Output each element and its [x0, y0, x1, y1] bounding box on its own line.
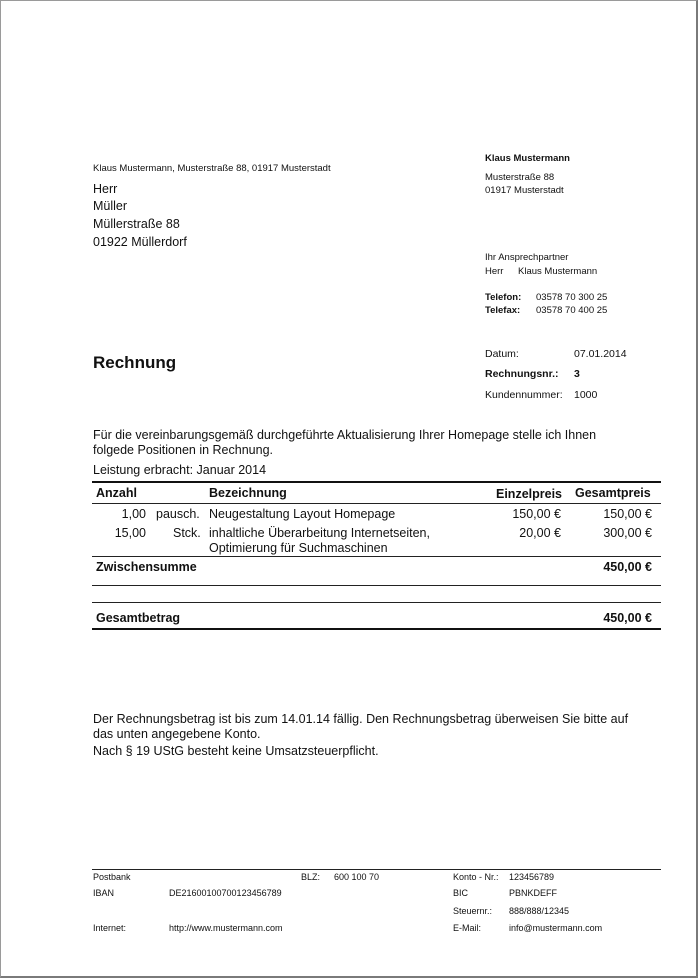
header-total: Gesamtpreis	[575, 486, 651, 500]
subtotal-label: Zwischensumme	[96, 560, 197, 574]
footer-internet-label: Internet:	[93, 923, 127, 933]
fax-label: Telefax:	[485, 305, 521, 316]
recipient-salutation: Herr	[93, 182, 118, 196]
row2-description: inhaltliche Überarbeitung Internetseiten,	[209, 526, 430, 540]
invoice-number-label: Rechnungsnr.:	[485, 368, 559, 380]
footer-tax: 888/888/12345	[509, 906, 570, 916]
footer-blz-label: BLZ:	[301, 872, 321, 882]
footer-rule	[92, 869, 661, 870]
footer-account-label: Konto - Nr.:	[453, 872, 499, 882]
fax-number: 03578 70 400 25	[536, 305, 608, 316]
service-period: Leistung erbracht: Januar 2014	[93, 463, 267, 477]
grand-total-label: Gesamtbetrag	[96, 611, 181, 625]
grand-total-value: 450,00 €	[603, 611, 652, 625]
grand-total-bottom-rule	[92, 628, 661, 630]
phone-number: 03578 70 300 25	[536, 292, 608, 303]
footer-email-label: E-Mail:	[453, 923, 482, 933]
footer-email: info@mustermann.com	[509, 923, 603, 933]
recipient-city: 01922 Müllerdorf	[93, 235, 187, 249]
grand-total-top-rule	[92, 602, 661, 603]
header-description: Bezeichnung	[209, 486, 287, 500]
closing-line-2: das unten angegebene Konto.	[93, 727, 261, 741]
closing-line-1: Der Rechnungsbetrag ist bis zum 14.01.14 fällig. Den Rechnungsbetrag überweisen Sie bitte auf	[93, 712, 629, 726]
row1-description: Neugestaltung Layout Homepage	[209, 507, 396, 521]
subtotal-bottom-rule	[92, 585, 661, 586]
intro-line-2: folgede Positionen in Rechnung.	[93, 443, 273, 457]
footer-blz: 600 100 70	[334, 872, 380, 882]
phone-label: Telefon:	[485, 292, 522, 303]
company-street: Musterstraße 88	[485, 172, 555, 183]
header-unit-price: Einzelpreis	[496, 487, 562, 501]
row2-description-cont: Optimierung für Suchmaschinen	[209, 541, 388, 555]
customer-number-value: 1000	[574, 389, 598, 401]
footer-iban: DE21600100700123456789	[169, 888, 282, 898]
row1-unit: pausch.	[156, 507, 200, 521]
invoice-number-value: 3	[574, 368, 580, 380]
company-name: Klaus Mustermann	[485, 153, 570, 164]
recipient-street: Müllerstraße 88	[93, 217, 180, 231]
document-title: Rechnung	[93, 353, 177, 372]
row1-qty: 1,00	[121, 507, 146, 521]
contact-name: Klaus Mustermann	[518, 266, 598, 277]
footer-tax-label: Steuernr.:	[453, 906, 493, 916]
row1-unit-price: 150,00 €	[512, 507, 561, 521]
row1-total: 150,00 €	[603, 507, 652, 521]
row2-total: 300,00 €	[603, 526, 652, 540]
sender-return-line: Klaus Mustermann, Musterstraße 88, 01917 Musterstadt	[93, 163, 331, 174]
footer-internet: http://www.mustermann.com	[169, 923, 283, 933]
row2-qty: 15,00	[114, 526, 146, 540]
date-label: Datum:	[485, 348, 519, 360]
contact-label: Ihr Ansprechpartner	[485, 252, 569, 263]
table-header-rule	[92, 503, 661, 504]
customer-number-label: Kundennummer:	[485, 389, 563, 401]
company-city: 01917 Musterstadt	[485, 185, 564, 196]
row2-unit-price: 20,00 €	[519, 526, 561, 540]
table-top-rule	[92, 481, 661, 483]
footer-account: 123456789	[509, 872, 555, 882]
recipient-name: Müller	[93, 199, 128, 213]
contact-salutation: Herr	[485, 266, 504, 277]
subtotal-top-rule	[92, 556, 661, 557]
footer-bic: PBNKDEFF	[509, 888, 558, 898]
subtotal-value: 450,00 €	[603, 560, 652, 574]
intro-line-1: Für die vereinbarungsgemäß durchgeführte Aktualisierung Ihrer Homepage stelle ich Ihnen	[93, 428, 597, 442]
closing-line-3: Nach § 19 UStG besteht keine Umsatzsteuerpflicht.	[93, 744, 379, 758]
footer-bank: Postbank	[93, 872, 131, 882]
row2-unit: Stck.	[173, 526, 201, 540]
footer-bic-label: BIC	[453, 888, 469, 898]
footer-iban-label: IBAN	[93, 888, 115, 898]
header-qty: Anzahl	[96, 486, 137, 500]
date-value: 07.01.2014	[574, 348, 627, 360]
